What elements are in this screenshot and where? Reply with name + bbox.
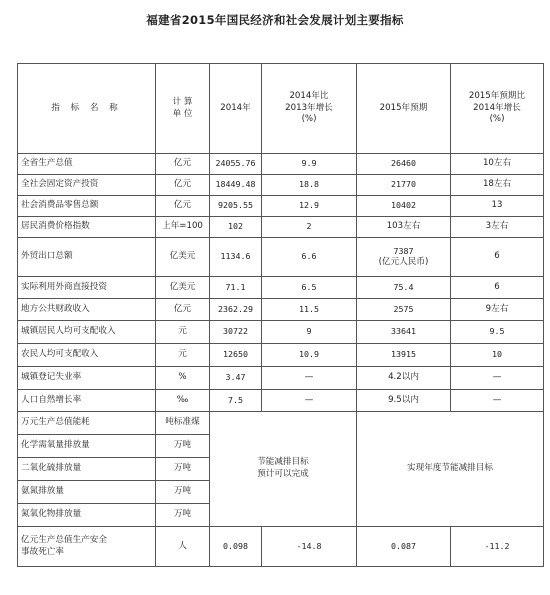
table-row [18, 217, 544, 238]
row-2014: 71.1 [210, 277, 262, 299]
header-unit-line2: 单 位 [172, 108, 193, 119]
row-growth-2014: 6.6 [262, 238, 357, 277]
row-forecast-2015 [357, 238, 451, 277]
row-growth-2014: 9.9 [262, 154, 357, 175]
row-name: 全社会固定资产投资 [18, 175, 156, 196]
last-row-forecast-2015: 0.087 [357, 527, 451, 567]
row-forecast-2015: 4.2以内 [357, 367, 451, 390]
row-2014: 12650 [210, 344, 262, 367]
row-2014: 7.5 [210, 390, 262, 412]
row-name: 实际利用外商直接投资 [18, 277, 156, 299]
table-row [18, 299, 544, 321]
row-growth-2015: 13 [451, 196, 544, 217]
row-growth-2014: — [262, 390, 357, 412]
header-growth-2015-line3: (%) [489, 114, 505, 125]
row-2014: 24055.76 [210, 154, 262, 175]
header-unit-line1: 计 算 [172, 96, 193, 107]
row-growth-2014: 11.5 [262, 299, 357, 321]
table-row [18, 390, 544, 412]
energy-target-2014-line1: 节能减排目标 [257, 457, 309, 468]
last-row-name [18, 527, 156, 567]
row-unit: ‰ [156, 390, 210, 412]
row-name: 居民消费价格指数 [18, 217, 156, 238]
row-growth-2015: 9.5 [451, 321, 544, 344]
header-growth-2015-line2: 2014年增长 [473, 102, 521, 113]
row-forecast-2015: 103左右 [357, 217, 451, 238]
row-growth-2014: 18.8 [262, 175, 357, 196]
row-unit: 亿元 [156, 154, 210, 175]
row-name: 地方公共财政收入 [18, 299, 156, 321]
energy-row-name: 化学需氧量排放量 [18, 435, 156, 458]
row-growth-2015: 18左右 [451, 175, 544, 196]
indicators-table [17, 63, 544, 567]
page-title: 福建省2015年国民经济和社会发展计划主要指标 [146, 13, 404, 27]
energy-row-name: 二氧化硫排放量 [18, 458, 156, 481]
table-row [18, 344, 544, 367]
row-forecast-2015: 33641 [357, 321, 451, 344]
row-name: 人口自然增长率 [18, 390, 156, 412]
last-row-growth-2014: -14.8 [262, 527, 357, 567]
row-growth-2015: 3左右 [451, 217, 544, 238]
table-row [18, 154, 544, 175]
row-unit: 上年=100 [156, 217, 210, 238]
row-2014: 2362.29 [210, 299, 262, 321]
header-growth-2014-line1: 2014年比 [289, 91, 329, 102]
row-name: 外贸出口总额 [18, 238, 156, 277]
energy-row-unit: 万吨 [156, 504, 210, 527]
row-2014: 1134.6 [210, 238, 262, 277]
header-growth-2015-line1: 2015年预期比 [468, 91, 526, 102]
row-unit: 元 [156, 344, 210, 367]
row-name: 农民人均可支配收入 [18, 344, 156, 367]
row-growth-2014: 9 [262, 321, 357, 344]
row-forecast-2015-value: 7387 [393, 245, 414, 256]
table-row [18, 238, 544, 277]
row-growth-2015: 10 [451, 344, 544, 367]
row-name: 社会消费品零售总额 [18, 196, 156, 217]
row-growth-2015: — [451, 367, 544, 390]
row-2014: 18449.48 [210, 175, 262, 196]
energy-row-unit: 万吨 [156, 458, 210, 481]
energy-row-unit: 万吨 [156, 435, 210, 458]
energy-target-2014 [210, 412, 357, 527]
header-row [18, 64, 544, 154]
header-growth-2014-line3: (%) [301, 114, 317, 125]
energy-row-name: 氮氧化物排放量 [18, 504, 156, 527]
row-unit: 元 [156, 321, 210, 344]
last-row-growth-2015: -11.2 [451, 527, 544, 567]
table-row [18, 527, 544, 567]
row-name: 城镇登记失业率 [18, 367, 156, 390]
header-growth-2014-line2: 2013年增长 [285, 102, 333, 113]
row-growth-2014: 6.5 [262, 277, 357, 299]
table-row [18, 175, 544, 196]
table-row [18, 367, 544, 390]
last-row-name-line1: 亿元生产总值生产安全 [21, 534, 107, 545]
energy-row-unit: 万吨 [156, 481, 210, 504]
row-growth-2014: 2 [262, 217, 357, 238]
header-name: 指 标 名 称 [18, 64, 156, 154]
header-unit [156, 64, 210, 154]
row-forecast-2015: 2575 [357, 299, 451, 321]
row-2014: 9205.55 [210, 196, 262, 217]
row-2014: 102 [210, 217, 262, 238]
energy-target-2015: 实现年度节能减排目标 [357, 412, 544, 527]
row-growth-2015: 9左右 [451, 299, 544, 321]
row-2014: 30722 [210, 321, 262, 344]
row-forecast-2015: 9.5以内 [357, 390, 451, 412]
row-unit: 亿美元 [156, 238, 210, 277]
header-growth-2015 [451, 64, 544, 154]
row-unit: 亿元 [156, 299, 210, 321]
row-growth-2015: 6 [451, 238, 544, 277]
header-growth-2014 [262, 64, 357, 154]
last-row-unit: 人 [156, 527, 210, 567]
row-forecast-2015-note: (亿元人民币) [378, 256, 429, 267]
row-name: 全省生产总值 [18, 154, 156, 175]
table-row [18, 321, 544, 344]
header-2014: 2014年 [210, 64, 262, 154]
table-row [18, 196, 544, 217]
energy-row-name: 万元生产总值能耗 [18, 412, 156, 435]
row-unit: 亿元 [156, 196, 210, 217]
row-forecast-2015: 26460 [357, 154, 451, 175]
table-row [18, 277, 544, 299]
row-growth-2015: 6 [451, 277, 544, 299]
row-growth-2015: 10左右 [451, 154, 544, 175]
row-forecast-2015: 21770 [357, 175, 451, 196]
row-growth-2014: — [262, 367, 357, 390]
row-name: 城镇居民人均可支配收入 [18, 321, 156, 344]
row-2014: 3.47 [210, 367, 262, 390]
row-forecast-2015: 10402 [357, 196, 451, 217]
row-forecast-2015: 13915 [357, 344, 451, 367]
row-growth-2015: — [451, 390, 544, 412]
row-growth-2014: 12.9 [262, 196, 357, 217]
row-unit: 亿美元 [156, 277, 210, 299]
energy-row-name: 氨氮排放量 [18, 481, 156, 504]
header-forecast-2015: 2015年预期 [357, 64, 451, 154]
energy-target-2014-line2: 预计可以完成 [257, 469, 309, 479]
row-growth-2014: 10.9 [262, 344, 357, 367]
row-unit: 亿元 [156, 175, 210, 196]
last-row-name-line2: 事故死亡率 [21, 546, 64, 557]
last-row-2014: 0.098 [210, 527, 262, 567]
row-forecast-2015: 75.4 [357, 277, 451, 299]
energy-row-unit: 吨标准煤 [156, 412, 210, 435]
row-unit: % [156, 367, 210, 390]
energy-row [18, 412, 544, 435]
